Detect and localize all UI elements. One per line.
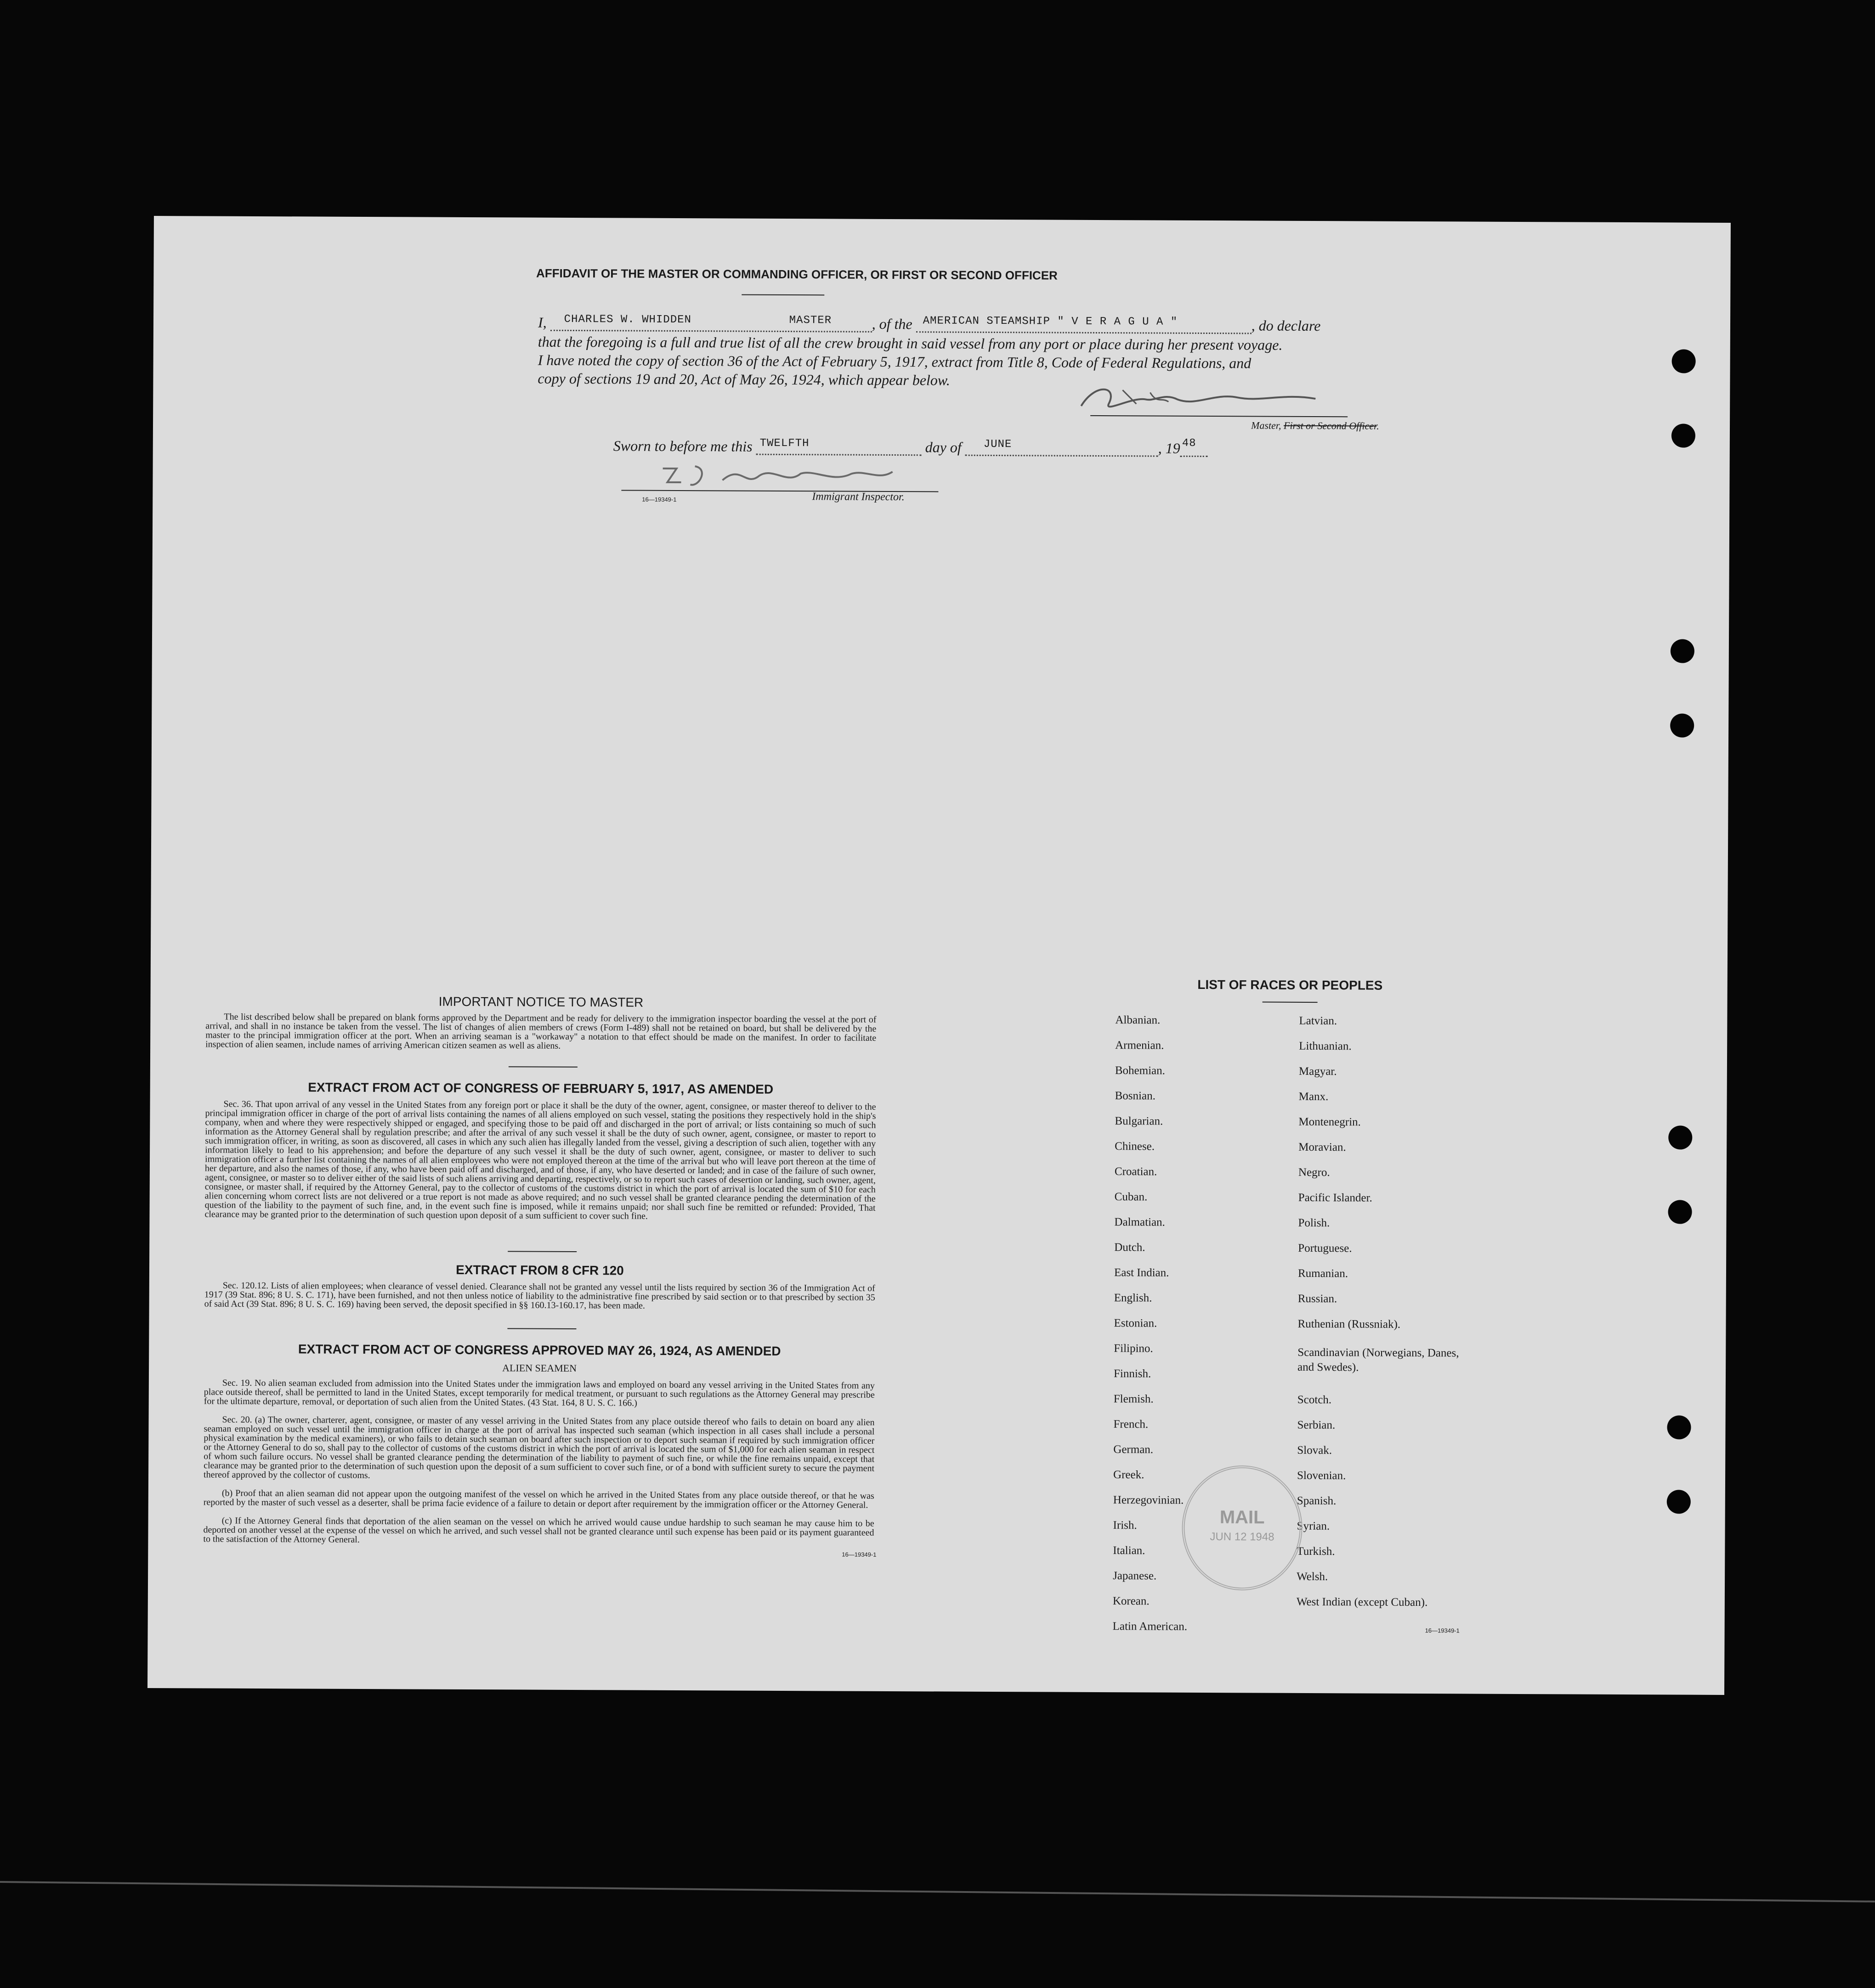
- extract-1924-p3: (b) Proof that an alien seaman did not appear upon the outgoing manifest of the vessel on which he arrived in the United States from any place outside thereof, or that he was reported by the master of such vessel as a deserter, shall be prima facie evidence of a failure to detain or deport after requirement by the immigration officer or the Attorney General.: [203, 1488, 874, 1510]
- race-item: Scotch.: [1297, 1393, 1332, 1406]
- race-item: Dutch.: [1114, 1241, 1145, 1254]
- master-rank-value: MASTER: [789, 314, 832, 327]
- race-item: Armenian.: [1115, 1039, 1164, 1052]
- race-item: Spanish.: [1297, 1494, 1337, 1508]
- title-rule: [742, 294, 824, 296]
- affidavit-line3: I have noted the copy of section 36 of the Act of February 5, 1917, extract from Title 8, Code of Federal Regulations, and: [538, 351, 1252, 372]
- race-item: German.: [1113, 1443, 1154, 1456]
- master-caption-struck: First or Second Officer: [1283, 419, 1377, 432]
- race-item: Flemish.: [1113, 1393, 1154, 1406]
- extract-1924-p1: Sec. 19. No alien seaman excluded from admission into the United States under the immigration laws and employed on board any vessel arriving in the United States from any place outside thereof, shall be permitted to land in the United States, except temporarily for medical treatment, or pursuant to such regulations as the Attorney General may prescribe for the ultimate departure, removal, or deportation of such alien from the United States. (43 Stat. 164, 8 U. S. C. 166.): [204, 1378, 875, 1408]
- inspector-signature: [649, 459, 906, 492]
- notice-text: The list described below shall be prepared on blank forms approved by the Department and be ready for delivery to the immigration inspector boarding the vessel at the port of arrival, and shall in no instance be taken from the vessel. The list of changes of alien members of crews (Form I-489) shall not be retained on board, but shall be delivered by the master to the principal immigration officer at the port. When an arriving seaman is a "workaway" a notation to that effect should be made on the manifest. In order to facilitate inspection of alien seamen, include names of arriving American citizen seamen as well as aliens.: [205, 1011, 877, 1051]
- race-item: Filipino.: [1114, 1342, 1153, 1355]
- race-item: Rumanian.: [1297, 1267, 1348, 1280]
- extract-1924-p2: Sec. 20. (a) The owner, charterer, agent, consignee, or master of any vessel arriving in the United States from any place outside thereof who fails to detain on board any alien seaman employed on such vessel until the immigration officer in charge at the port of arrival has inspected such seaman (which inspection in all cases shall include a personal physical examination by the medical examiners), or who fails to detain such seaman on board after such inspection or to deport such seaman if required by such immigration officer or the Attorney General to do so, shall pay to the collector of customs of the customs district in which the port of arrival is located the sum of $1,000 for each alien seaman in respect of whom such failure occurs. No vessel shall be granted clearance pending the determination of the liability to payment of such fine, or while the fine remains unpaid, except that clearance may be granted prior to the determination of such question upon the deposit of a sum sufficient to cover such fine, or of a bond with sufficient surety to secure the payment thereof approved by the collector of customs.: [203, 1414, 875, 1481]
- punch-hole: [1670, 713, 1694, 737]
- notice-rule: [509, 1066, 578, 1067]
- race-item: Latvian.: [1299, 1014, 1337, 1028]
- race-item: Greek.: [1113, 1468, 1144, 1481]
- day-of-label: day of: [925, 439, 962, 456]
- master-caption-end: .: [1377, 420, 1379, 432]
- punch-hole: [1671, 424, 1695, 447]
- scanner-edge-line: [0, 1881, 1875, 1903]
- race-item: Negro.: [1298, 1166, 1330, 1179]
- race-item: Serbian.: [1297, 1418, 1336, 1432]
- day-value: TWELFTH: [759, 437, 810, 450]
- sworn-label: Sworn to before me this: [613, 437, 753, 455]
- inspector-caption: Immigrant Inspector.: [812, 491, 905, 503]
- vessel-field: [916, 315, 1252, 334]
- race-item: Welsh.: [1297, 1570, 1328, 1583]
- affidavit-title: AFFIDAVIT OF THE MASTER OR COMMANDING OFFICER, OR FIRST OR SECOND OFFICER: [536, 266, 1058, 282]
- affidavit-line4: copy of sections 19 and 20, Act of May 26, 1924, which appear below.: [538, 370, 950, 389]
- month-field: [965, 439, 1158, 457]
- affidavit-form-number: 16—19349-1: [642, 496, 677, 503]
- race-item: Finnish.: [1113, 1367, 1151, 1380]
- year-field: [1180, 437, 1208, 457]
- race-item: Montenegrin.: [1298, 1115, 1361, 1129]
- extract-8cfr-text: Sec. 120.12. Lists of alien employees; when clearance of vessel denied. Clearance shall not be granted any vessel until the lists required by section 36 of the Immigration Act of 1917 (39 Stat. 896; 8 U. S. C. 171), have been furnished, and not then unless notice of liability to the administrative fine prescribed by said section or to that prescribed by section 35 of said Act (39 Stat. 896; 8 U. S. C. 169) having been served, the deposit specified in §§ 160.13-160.17, has been made.: [204, 1280, 875, 1311]
- race-item: Estonian.: [1114, 1317, 1157, 1330]
- master-name-field: [550, 313, 872, 333]
- race-item: French.: [1113, 1418, 1149, 1431]
- master-caption: [1251, 419, 1379, 432]
- master-caption-label: Master,: [1251, 419, 1281, 431]
- race-item: Pacific Islander.: [1298, 1191, 1372, 1204]
- race-item: West Indian (except Cuban).: [1296, 1595, 1428, 1609]
- year-value: 48: [1182, 437, 1196, 450]
- race-item: Bohemian.: [1115, 1064, 1165, 1077]
- race-item: Albanian.: [1115, 1014, 1161, 1027]
- race-item: Manx.: [1298, 1090, 1329, 1103]
- day-field: [756, 438, 922, 456]
- race-item: English.: [1114, 1292, 1152, 1305]
- races-rule: [1263, 1002, 1318, 1003]
- master-signature: [1076, 378, 1338, 416]
- extract-1917-text: Sec. 36. That upon arrival of any vessel in the United States from any foreign port or place it shall be the duty of the owner, agent, consignee, or master thereof to deliver to the principal immigration officer in charge of the port of arrival lists containing the names of all aliens employed on such vessel, stating the positions they respectively hold in the ship's company, when and where they were respectively shipped or engaged, and specifying those to be paid off and discharged in the port of arrival; or lists containing so much of such information as the Attorney General shall by regulation prescribe; and after the arrival of any such vessel it shall be the duty of such owner, agent, consignee, or master to report to such immigration officer, in writing, as soon as discovered, all cases in which any such alien has illegally landed from the vessel, giving a description of such alien, together with any information likely to lead to his apprehension; and before the departure of any such vessel it shall be the duty of such owner, agent, consignee, or master to deliver to such immigration officer a further list containing the names of all alien employees who were not employed thereon at the time of the arrival but who will leave port thereon at the time of her departure, and also the names of those, if any, who have been paid off and discharged, and of those, if any, who have deserted or landed; and in case of the failure of such owner, agent, consignee, or master so to deliver either of the said lists of such aliens arriving and departing, respectively, or so to report such cases of desertion or landing, such owner, agent, consignee, or master shall, if required by the Attorney General, pay to the collector of customs of the customs district in which the port of arrival is located the sum of $10 for each alien concerning whom correct lists are not delivered or a true report is not made as above required; and no such vessel shall be granted clearance pending the determination of the question of the liability to the payment of such fine, and, in the event such fine is imposed, while it remains unpaid; nor shall such fine be remitted or refunded: Provided, That clearance may be granted prior to the determination of such question upon deposit of a sum sufficient to cover such fine.: [204, 1099, 876, 1221]
- stamp-line1: MAIL: [1219, 1507, 1265, 1528]
- race-item: Portuguese.: [1298, 1242, 1352, 1255]
- race-item: Italian.: [1113, 1544, 1145, 1557]
- race-item: Moravian.: [1298, 1141, 1346, 1154]
- race-item: Korean.: [1112, 1595, 1150, 1608]
- extract-8cfr-rule: [507, 1328, 576, 1329]
- race-item: East Indian.: [1114, 1266, 1169, 1279]
- punch-hole: [1668, 1200, 1692, 1224]
- races-title: LIST OF RACES OR PEOPLES: [1197, 977, 1383, 993]
- extract-8cfr-title: EXTRACT FROM 8 CFR 120: [456, 1262, 624, 1278]
- race-item: Slovak.: [1297, 1444, 1332, 1457]
- race-item: Chinese.: [1115, 1140, 1155, 1153]
- race-item: Scandinavian (Norwegians, Danes, and Swedes).: [1297, 1346, 1459, 1374]
- stamp-line2: JUN 12 1948: [1210, 1531, 1275, 1543]
- master-name-value: CHARLES W. WHIDDEN: [564, 313, 691, 327]
- race-item: Syrian.: [1297, 1519, 1330, 1533]
- extract-1924-subtitle: ALIEN SEAMEN: [502, 1362, 577, 1374]
- affidavit-line1: [538, 313, 1439, 335]
- document-page: [147, 216, 1731, 1695]
- race-item: Bosnian.: [1115, 1090, 1156, 1102]
- race-item: Turkish.: [1297, 1545, 1335, 1558]
- affidavit-i: I,: [538, 314, 547, 331]
- inspector-signature-scribble: [649, 459, 906, 492]
- race-item: Slovenian.: [1297, 1469, 1346, 1482]
- extract-1917-rule: [508, 1251, 577, 1252]
- extract-1924-p4: (c) If the Attorney General finds that deportation of the alien seaman on the vessel on which he arrived would cause undue hardship to such seaman he may cause him to be deported on another vessel at the expense of the vessel on which he arrived, and such vessel shall not be granted clearance until such expense has been paid or its payment guaranteed to the satisfaction of the Attorney General.: [203, 1515, 874, 1545]
- month-value: JUNE: [983, 438, 1012, 451]
- race-item: Croatian.: [1114, 1165, 1157, 1178]
- extract-1917-title: EXTRACT FROM ACT OF CONGRESS OF FEBRUARY 5, 1917, AS AMENDED: [308, 1080, 774, 1096]
- year-prefix: , 19: [1158, 440, 1180, 457]
- do-declare-label: , do declare: [1251, 317, 1321, 334]
- race-item: Polish.: [1298, 1216, 1330, 1230]
- race-item: Herzegovinian.: [1113, 1494, 1184, 1507]
- race-item: Dalmatian.: [1114, 1216, 1165, 1229]
- race-item: Cuban.: [1114, 1191, 1148, 1203]
- race-item: Irish.: [1113, 1519, 1137, 1532]
- vessel-value: AMERICAN STEAMSHIP " V E R A G U A ": [923, 315, 1178, 328]
- master-signature-scribble: [1076, 378, 1338, 416]
- race-item: Lithuanian.: [1299, 1039, 1352, 1053]
- race-item: Magyar.: [1298, 1065, 1337, 1078]
- notice-title: IMPORTANT NOTICE TO MASTER: [438, 994, 644, 1010]
- extract-1924-title: EXTRACT FROM ACT OF CONGRESS APPROVED MAY 26, 1924, AS AMENDED: [298, 1342, 781, 1358]
- punch-hole: [1667, 1490, 1691, 1514]
- extract-form-number: 16—19349-1: [842, 1551, 877, 1558]
- race-item: Bulgarian.: [1115, 1115, 1163, 1128]
- race-item: Ruthenian (Russniak).: [1297, 1317, 1401, 1331]
- punch-hole: [1671, 639, 1694, 663]
- race-item: Latin American.: [1112, 1620, 1188, 1633]
- punch-hole: [1672, 349, 1696, 373]
- race-item: Japanese.: [1113, 1570, 1157, 1582]
- race-item: Russian.: [1297, 1292, 1337, 1305]
- punch-hole: [1668, 1125, 1692, 1149]
- of-the-label: , of the: [872, 315, 912, 333]
- races-form-number: 16—19349-1: [1425, 1627, 1460, 1634]
- sworn-line: [613, 437, 1440, 458]
- mail-stamp: [1182, 1465, 1303, 1591]
- punch-hole: [1667, 1415, 1691, 1439]
- affidavit-line2: that the foregoing is a full and true list of all the crew brought in said vessel from any port or place during her present voyage.: [538, 333, 1283, 353]
